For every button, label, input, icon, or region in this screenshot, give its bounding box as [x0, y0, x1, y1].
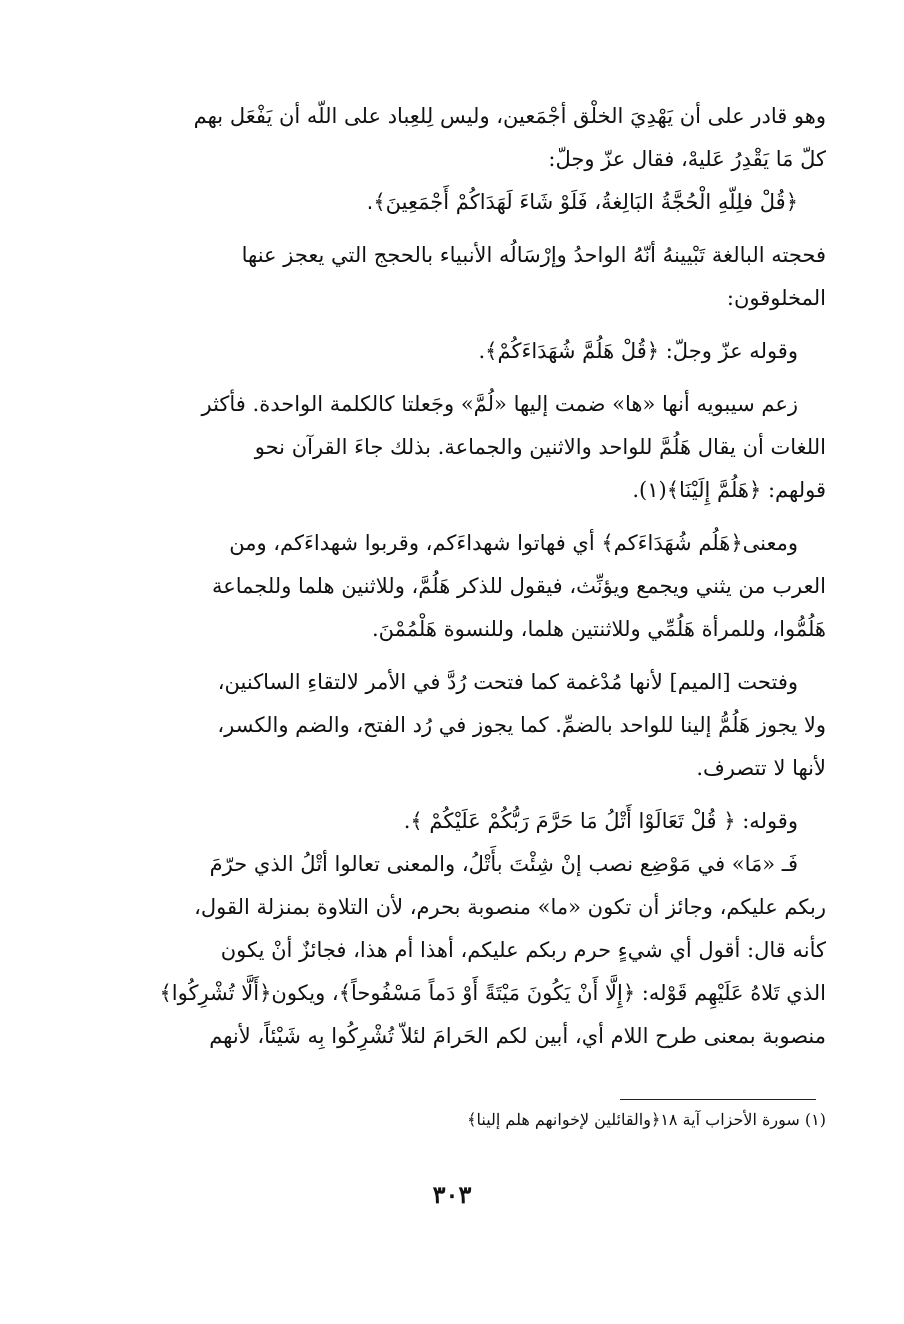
text-line: الذي تَلاهُ عَلَيْهِم قَوْله: ﴿إِلَّا أَنْ يَكُونَ مَيْتَةً أَوْ دَماً مَسْفُوحاً﴾، ويكون﴿أَلَّا تُشْرِكُوا﴾ — [159, 981, 826, 1005]
text-line: اللغات أن يقال هَلُمَّ للواحد والاثنين والجماعة. بذلك جاءَ القرآن نحو — [254, 435, 826, 459]
text-line: وهو قادر على أن يَهْدِيَ الخلْق أجْمَعين، وليس لِلعِباد على اللّه أن يَفْعَل بهم — [193, 104, 826, 128]
text-line: قولهم: ﴿هَلُمَّ إِلَيْنَا﴾(١). — [632, 478, 826, 502]
text-line: وفتحت [الميم] لأنها مُدْغمة كما فتحت رُدَّ في الأمر لالتقاءِ الساكنين، — [217, 670, 798, 694]
text-line: منصوبة بمعنى طرح اللام أي، أبين لكم الحَرامَ لئلاّ تُشْرِكُوا بِه شَيْئاً، لأنهم — [209, 1024, 826, 1048]
text-line: ومعنى﴿هَلُم شُهَدَاءَكم﴾ أي فهاتوا شهداءَكم، وقربوا شهداءَكم، ومن — [229, 531, 798, 555]
text-line: زعم سيبويه أنها «ها» ضمت إليها «لُمَّ» وجَعلتا كالكلمة الواحدة. فأكثر — [201, 392, 798, 416]
text-line: فحجته البالغة تَبْيينهُ أنّهُ الواحدُ وإرْسَالُه الأنبياء بالحجج التي يعجز عنها — [241, 243, 826, 267]
text-line: المخلوقون: — [726, 286, 826, 310]
main-text — [110, 95, 826, 1058]
text-line: وقوله: ﴿ قُلْ تَعَالَوْا أَتْلُ مَا حَرَّمَ رَبُّكُمْ عَلَيْكُمْ ﴾. — [403, 809, 798, 833]
text-line: كأنه قال: أقول أي شيءٍ حرم ربكم عليكم، أهذا أم هذا، فجائزٌ أنْ يكون — [220, 938, 826, 962]
text-line: كلّ مَا يَقْدِرُ عَليهْ، فقال عزّ وجلّ: — [548, 147, 826, 171]
text-line: هَلُمُّوا، وللمرأة هَلُمِّي وللاثنتين هلما، وللنسوة هَلْمُمْنَ. — [371, 617, 826, 641]
text-line: وقوله عزّ وجلّ: ﴿قُلْ هَلُمَّ شُهَدَاءَكُمْ﴾. — [478, 339, 798, 363]
text-line: ربكم عليكم، وجائز أن تكون «ما» منصوبة بحرم، لأن التلاوة بمنزلة القول، — [194, 895, 826, 919]
text-line: العرب من يثني ويجمع ويؤنِّث، فيقول للذكر هَلُمَّ، وللاثنين هلما وللجماعة — [211, 574, 826, 598]
footnote: (١) سورة الأحزاب آية ١٨﴿والقائلين لإخوانهم هلم إلينا﴾ — [467, 1110, 826, 1129]
text-line: ولا يجوز هَلُمُّ إلينا للواحد بالضمِّ. كما يجوز في رُد الفتح، والضم والكسر، — [217, 713, 826, 737]
text-line: فَـ «مَا» في مَوْضِع نصب إنْ شِئْتَ بأَتْلُ، والمعنى تعالوا أتْلُ الذي حرّمَ — [209, 852, 798, 876]
footnote-divider — [620, 1099, 816, 1100]
quran-verse-line: ﴿قُلْ فلِلّهِ الْحُجَّةُ البَالِغةُ، فَلَوْ شَاءَ لَهَدَاكُمْ أَجْمَعِينَ﴾. — [366, 190, 798, 214]
page-number: ٣٠٣ — [432, 1180, 472, 1209]
text-line: لأنها لا تتصرف. — [696, 756, 826, 780]
